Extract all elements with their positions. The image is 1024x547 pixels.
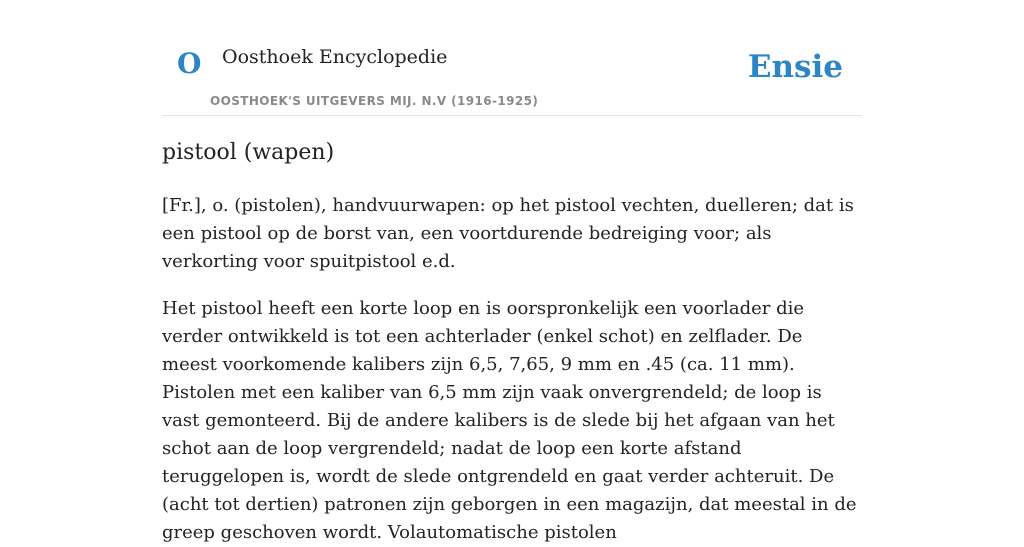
encyclopedia-logo[interactable]: O <box>177 47 202 80</box>
article-paragraph-2: Het pistool heeft een korte loop en is oorspronkelijk een voorlader die verder ontwikkeld is tot een achterlader (enkel schot) en zelflader. De meest voorkomende kalibers zijn 6,5, 7,65, 9 mm en .45 (ca. 11 mm). Pistolen met een kaliber van 6,5 mm zijn vaak onvergrendeld; de loop is vast gemonteerd. Bij de andere kalibers is de slede bij het afgaan van het schot aan de loop vergrendeld; nadat de loop een korte afstand teruggelopen is, wordt de slede ontgrendeld en gaat verder achteruit. De (acht tot dertien) patronen zijn geborgen in een magazijn, dat meestal in de greep geschoven wordt. Volautomatische pistolen <box>162 298 857 543</box>
ensie-brand-logo[interactable]: Ensie <box>747 49 843 85</box>
content-container <box>162 0 862 543</box>
publisher-subtitle: OOSTHOEK'S UITGEVERS MIJ. N.V (1916-1925) <box>210 94 539 108</box>
article-paragraph-1: [Fr.], o. (pistolen), handvuurwapen: op het pistool vechten, duelleren; dat is een pistool op de borst van, een voortdurende bedreiging voor; als verkorting voor spuitpistool e.d. <box>162 195 854 272</box>
encyclopedia-title[interactable]: Oosthoek Encyclopedie <box>222 46 448 68</box>
article-title: pistool (wapen) <box>162 140 335 165</box>
site-header <box>162 0 862 116</box>
